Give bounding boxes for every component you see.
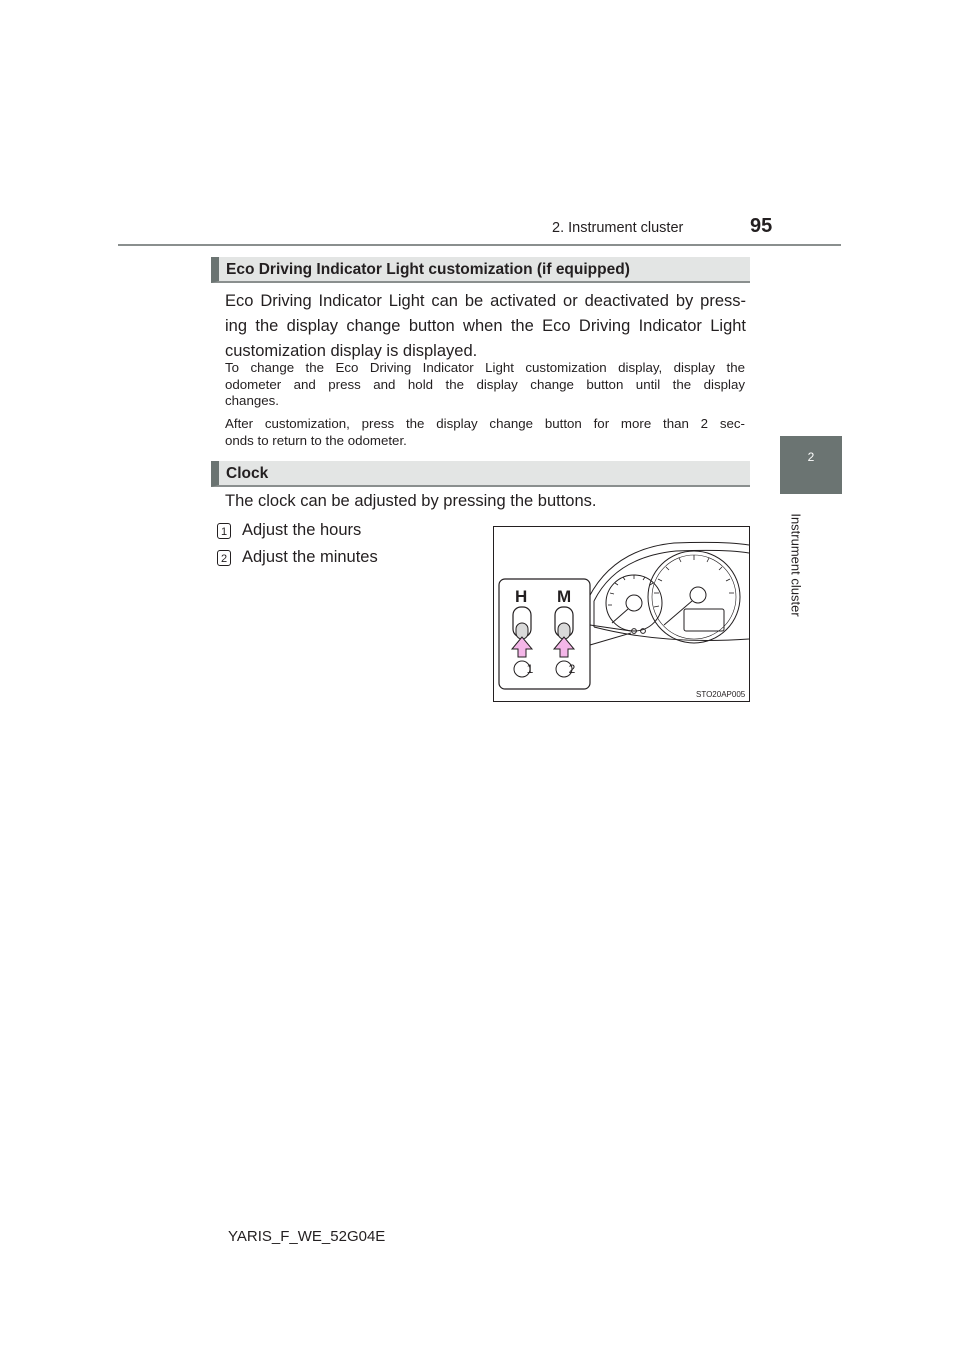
chapter-label-container <box>787 505 805 625</box>
chapter-number: 2 <box>807 450 815 464</box>
clock-illustration <box>493 526 750 702</box>
eco-paragraph-line: ing the display change button when the Eco Driving Indicator Light <box>225 317 746 335</box>
eco-paragraph-line: Eco Driving Indicator Light can be activated or deactivated by press- <box>225 292 746 310</box>
callout-2: 2 <box>568 662 576 676</box>
button-h-label: H <box>515 587 528 606</box>
chapter-label: Instrument cluster <box>788 513 804 617</box>
eco-paragraph <box>225 289 746 364</box>
note-line: After customization, press the display change button for more than 2 sec- <box>225 416 745 431</box>
item-number-badge: 2 <box>217 550 231 566</box>
page-number: 95 <box>750 215 773 237</box>
eco-paragraph-line: customization display is displayed. <box>225 342 478 360</box>
item-text-hours: Adjust the hours <box>242 521 362 539</box>
item-text-minutes: Adjust the minutes <box>242 548 378 566</box>
manual-code: YARIS_F_WE_52G04E <box>228 1228 386 1245</box>
callout-1: 1 <box>526 662 534 676</box>
eco-section-heading <box>211 257 750 283</box>
note-line: onds to return to the odometer. <box>225 432 407 448</box>
eco-note-2 <box>225 416 745 449</box>
chapter-tab <box>780 436 842 494</box>
item-number-badge: 1 <box>217 523 231 539</box>
clock-lead: The clock can be adjusted by pressing the buttons. <box>225 492 597 510</box>
button-m-label: M <box>557 587 572 606</box>
note-line: changes. <box>225 393 279 408</box>
note-line: To change the Eco Driving Indicator Light customization display, display the <box>225 360 745 375</box>
clock-section-title: Clock <box>226 465 269 482</box>
running-header-section: 2. Instrument cluster <box>552 220 684 236</box>
eco-note-1 <box>225 360 745 410</box>
figure-code: STO20AP005 <box>696 690 746 699</box>
note-line: odometer and press and hold the display change button until the display <box>225 376 745 392</box>
eco-section-title: Eco Driving Indicator Light customization (if equipped) <box>226 261 630 278</box>
clock-section-heading <box>211 461 750 487</box>
header-divider <box>118 244 841 246</box>
